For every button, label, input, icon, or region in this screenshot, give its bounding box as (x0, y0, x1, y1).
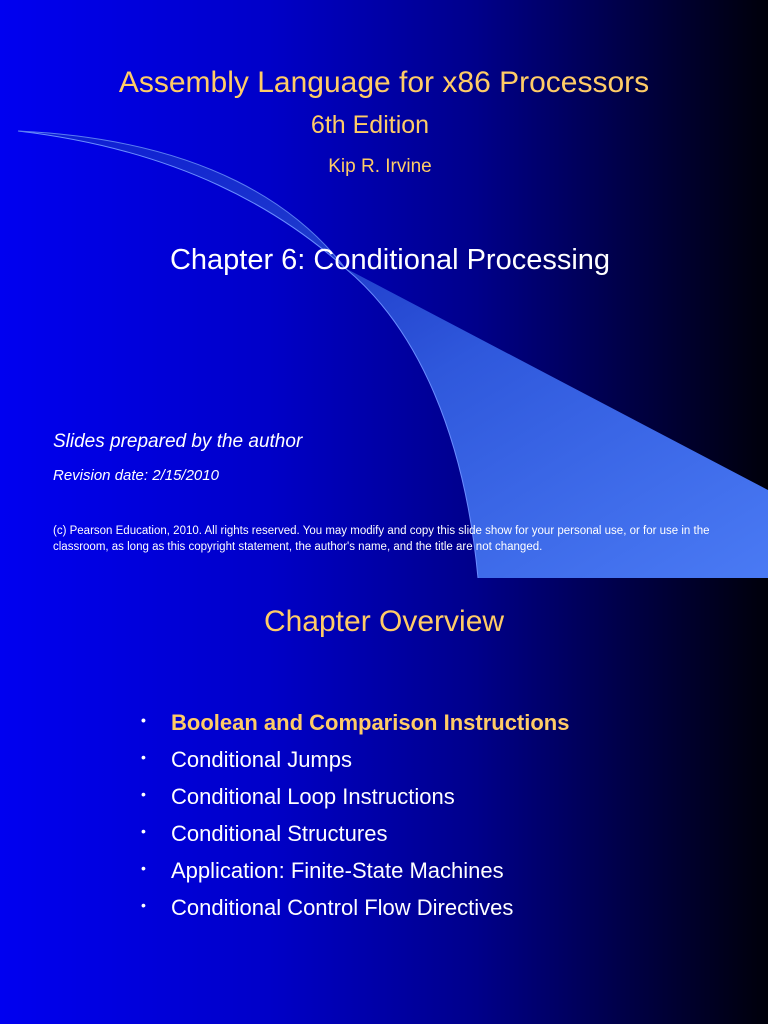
revision-date: Revision date: 2/15/2010 (53, 467, 219, 484)
bullet-icon: • (141, 823, 146, 839)
list-item (141, 704, 569, 741)
list-item-label: Conditional Control Flow Directives (171, 895, 514, 920)
book-title: Assembly Language for x86 Processors (118, 66, 650, 99)
list-item (141, 852, 569, 889)
list-item-label: Conditional Structures (171, 821, 388, 846)
bullet-icon: • (141, 860, 146, 876)
overview-slide (0, 578, 768, 1024)
prepared-by-note: Slides prepared by the author (53, 431, 303, 452)
bullet-icon: • (141, 749, 146, 765)
list-item (141, 889, 569, 926)
list-item-label: Conditional Loop Instructions (171, 784, 455, 809)
overview-list (141, 704, 569, 926)
overview-title: Chapter Overview (263, 605, 505, 638)
bullet-icon: • (141, 712, 146, 728)
chapter-title: Chapter 6: Conditional Processing (169, 244, 611, 276)
copyright-notice: (c) Pearson Education, 2010. All rights reserved. You may modify and copy this slide show for your personal use, or for use in the classroom, as long as this copyright statement, the author's name, and the title are not changed. (53, 525, 710, 553)
bullet-icon: • (141, 786, 146, 802)
list-item (141, 741, 569, 778)
list-item-label: Boolean and Comparison Instructions (171, 710, 570, 735)
edition-label: 6th Edition (310, 111, 430, 139)
list-item (141, 778, 569, 815)
list-item (141, 815, 569, 852)
bullet-icon: • (141, 897, 146, 913)
list-item-label: Application: Finite-State Machines (171, 858, 504, 883)
author-name: Kip R. Irvine (328, 156, 432, 177)
list-item-label: Conditional Jumps (171, 747, 352, 772)
